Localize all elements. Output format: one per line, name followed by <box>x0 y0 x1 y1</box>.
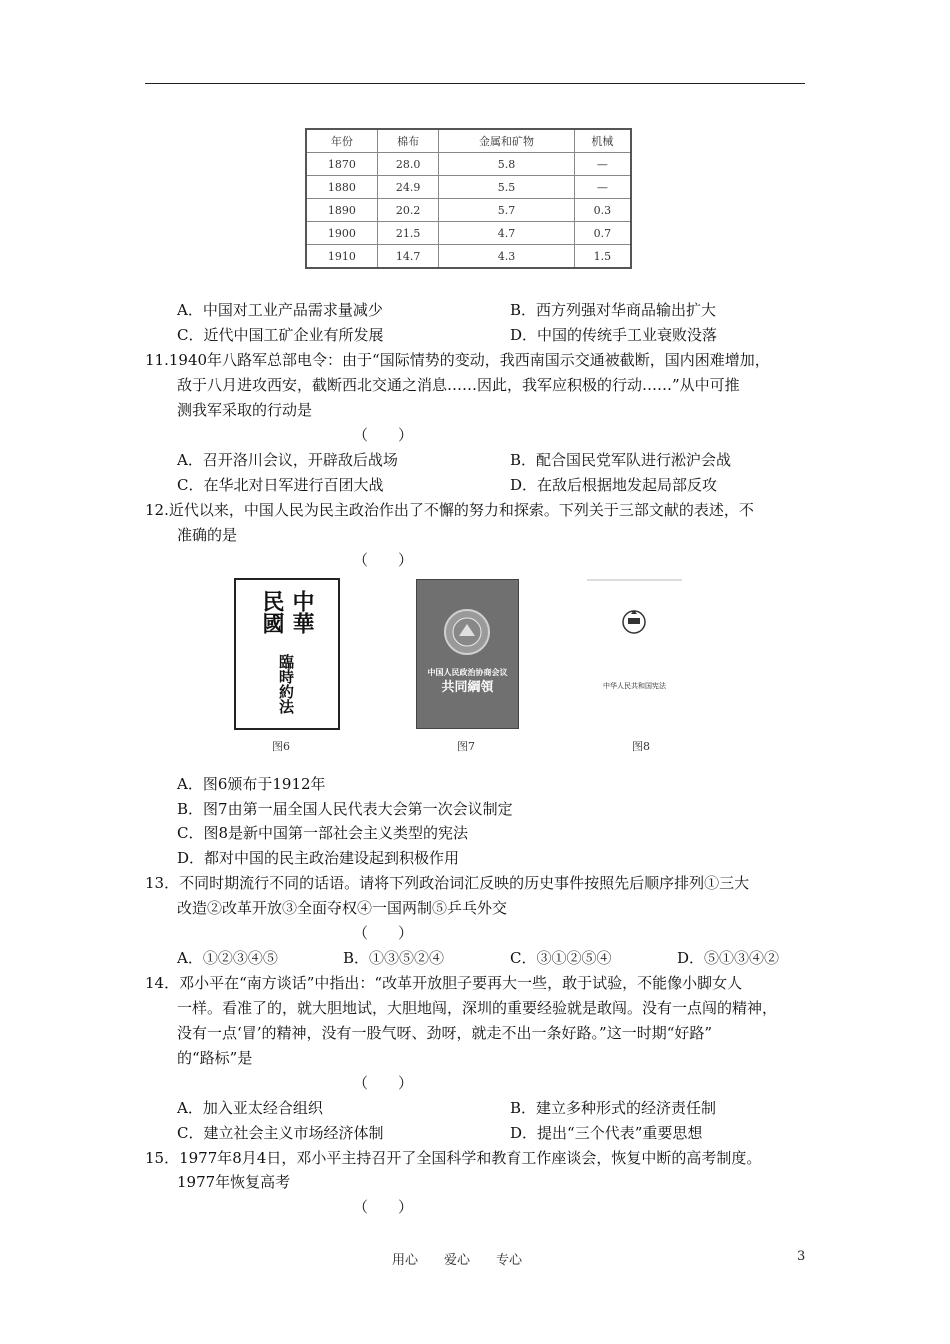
table-cell: 5.8 <box>439 153 574 176</box>
q13-answer-blank: （ ） <box>353 924 414 942</box>
table-cell: 5.7 <box>439 199 574 222</box>
table-header-cell: 棉布 <box>377 129 439 153</box>
table-cell: 1.5 <box>574 245 631 269</box>
table-row <box>306 153 631 176</box>
fig8-title: 中华人民共和国宪法 <box>603 682 666 690</box>
q14-stem-line1: 14．邓小平在“南方谈话”中指出：“改革开放胆子要再大一些，敢于试验，不能像小脚女人 <box>145 974 743 992</box>
table-cell: 14.7 <box>377 245 439 269</box>
table-cell: 20.2 <box>377 199 439 222</box>
fig6-title-right: 中華 <box>289 590 315 634</box>
table-cell: 0.7 <box>574 222 631 245</box>
table-header-cell: 金属和矿物 <box>439 129 574 153</box>
fig7-caption: 图7 <box>457 740 475 753</box>
fig7-subtitle: 中国人民政治协商会议 <box>427 668 508 677</box>
q14-option-b: B．建立多种形式的经济责任制 <box>510 1099 717 1117</box>
table-cell: — <box>574 176 631 199</box>
table-row <box>306 199 631 222</box>
q11-option-d: D．在敌后根据地发起局部反攻 <box>510 476 718 494</box>
q13-option-a: A．①②③④⑤ <box>177 949 278 967</box>
q12-option-d: D．都对中国的民主政治建设起到积极作用 <box>177 849 460 867</box>
q13-stem-line1: 13．不同时期流行不同的话语。请将下列政治词汇反映的历史事件按照先后顺序排列①三大 <box>145 874 750 892</box>
q15-stem-line2: 1977年恢复高考 <box>177 1173 291 1191</box>
q10-option-d: D．中国的传统手工业衰败没落 <box>510 326 718 344</box>
q15-answer-blank: （ ） <box>353 1198 414 1216</box>
page-number: 3 <box>797 1249 806 1264</box>
table-row <box>306 222 631 245</box>
q14-option-a: A．加入亚太经合组织 <box>177 1099 323 1117</box>
q14-option-d: D．提出“三个代表”重要思想 <box>510 1124 703 1142</box>
table-row <box>306 245 631 269</box>
table-cell: 1880 <box>306 176 377 199</box>
header-rule <box>145 83 805 84</box>
fig7-cover-art <box>417 580 518 728</box>
table-cell: 1910 <box>306 245 377 269</box>
q11-stem-line2: 敌于八月进攻西安，截断西北交通之消息……因此，我军应积极的行动……”从中可推 <box>177 376 740 394</box>
q14-stem-line4: 的“路标”是 <box>177 1049 253 1067</box>
q11-answer-blank: （ ） <box>353 426 414 444</box>
q11-option-b: B．配合国民党军队进行淞沪会战 <box>510 451 732 469</box>
figure-7-common-program <box>416 579 519 729</box>
table-cell: 0.3 <box>574 199 631 222</box>
table-header-cell: 机械 <box>574 129 631 153</box>
q11-option-a: A．召开洛川会议，开辟敌后战场 <box>177 451 398 469</box>
fig8-caption: 图8 <box>632 740 650 753</box>
table-cell: 24.9 <box>377 176 439 199</box>
table-cell: 1870 <box>306 153 377 176</box>
table-header-cell: 年份 <box>306 129 377 153</box>
figure-6-provisional-constitution <box>234 578 340 730</box>
fig7-title: 共同綱領 <box>441 680 494 695</box>
q13-stem-line2: 改造②改革开放③全面夺权④一国两制⑤乒乓外交 <box>177 899 508 917</box>
q10-option-c: C．近代中国工矿企业有所发展 <box>177 326 384 344</box>
table-cell: 1890 <box>306 199 377 222</box>
table-cell: 4.3 <box>439 245 574 269</box>
fig8-cover-art <box>583 578 686 726</box>
table-cell: 28.0 <box>377 153 439 176</box>
table-cell: 1900 <box>306 222 377 245</box>
q10-option-a: A．中国对工业产品需求量减少 <box>177 301 383 319</box>
q13-option-d: D．⑤①③④② <box>677 949 780 967</box>
q13-option-c: C．③①②⑤④ <box>510 949 612 967</box>
q14-answer-blank: （ ） <box>353 1074 414 1092</box>
table-header-row <box>306 129 631 153</box>
table-row <box>306 176 631 199</box>
q14-stem-line2: 一样。看准了的，就大胆地试，大胆地闯，深圳的重要经验就是敢闯。没有一点闯的精神， <box>177 999 778 1017</box>
footer-motto: 用心 爱心 专心 <box>392 1253 523 1268</box>
q14-stem-line3: 没有一点‘冒’的精神，没有一股气呀、劲呀，就走不出一条好路。”这一时期“好路” <box>177 1024 713 1042</box>
q12-stem-line2: 准确的是 <box>177 526 238 544</box>
table-cell: — <box>574 153 631 176</box>
q14-option-c: C．建立社会主义市场经济体制 <box>177 1124 384 1142</box>
q11-stem-line3: 测我军采取的行动是 <box>177 401 313 419</box>
table-cell: 5.5 <box>439 176 574 199</box>
table-cell: 21.5 <box>377 222 439 245</box>
q10-option-b: B．西方列强对华商品输出扩大 <box>510 301 717 319</box>
q12-option-b: B．图7由第一届全国人民代表大会第一次会议制定 <box>177 800 513 818</box>
q12-option-c: C．图8是新中国第一部社会主义类型的宪法 <box>177 824 469 842</box>
q12-option-a: A．图6颁布于1912年 <box>177 775 326 793</box>
q13-option-b: B．①③⑤②④ <box>343 949 445 967</box>
trade-table <box>305 128 632 269</box>
q15-stem-line1: 15．1977年8月4日，邓小平主持召开了全国科学和教育工作座谈会，恢复中断的高考制度。 <box>145 1149 762 1167</box>
fig6-title-left: 民國 <box>259 590 285 634</box>
q12-stem-line1: 12.近代以来，中国人民为民主政治作出了不懈的努力和探索。下列关于三部文献的表述，不 <box>145 501 754 519</box>
q12-answer-blank: （ ） <box>353 551 414 569</box>
fig6-caption: 图6 <box>272 740 290 753</box>
table-cell: 4.7 <box>439 222 574 245</box>
q11-option-c: C．在华北对日军进行百团大战 <box>177 476 384 494</box>
figure-8-prc-constitution <box>583 578 686 726</box>
q11-stem-line1: 11.1940年八路军总部电令：由于“国际情势的变动，我西南国示交通被截断，国内困难增加， <box>145 351 770 369</box>
fig6-title-mid: 臨時約法 <box>277 654 295 714</box>
